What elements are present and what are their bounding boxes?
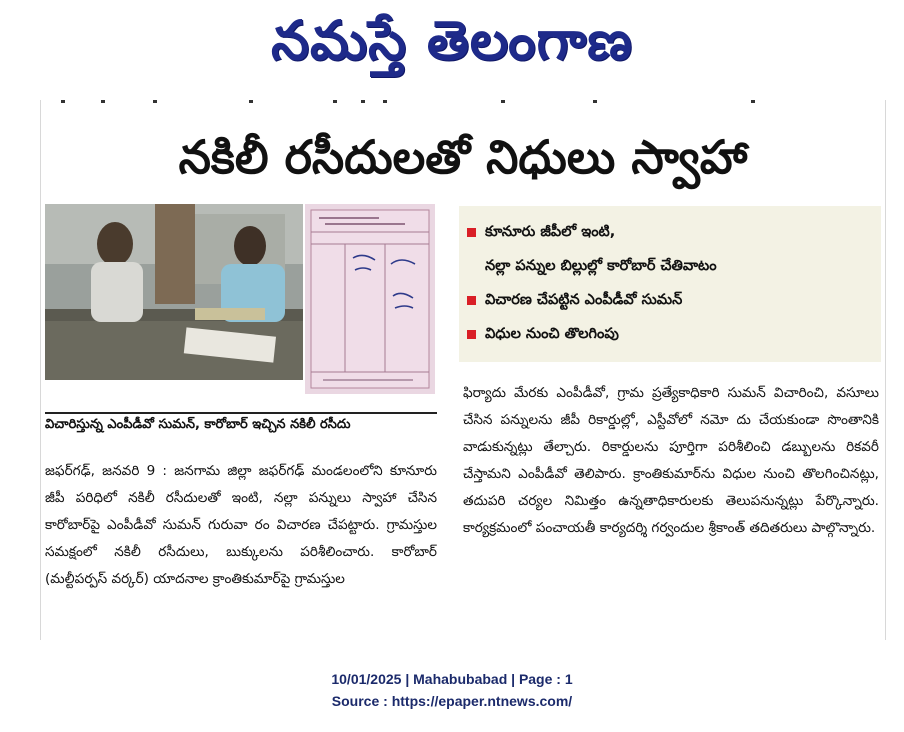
highlight-item: విచారణ చేపట్టిన ఎంపీడీవో సుమన్: [467, 288, 682, 312]
bullet-icon: [467, 228, 476, 237]
clip-top-marks: [61, 100, 861, 106]
footer-date-edition: 10/01/2025 | Mahabubabad | Page : 1: [331, 671, 573, 687]
news-clipping: [40, 100, 886, 640]
highlight-item: విధుల నుంచి తొలగింపు: [467, 322, 619, 346]
source-footer: [0, 668, 904, 712]
article-body-right: ఫిర్యాదు మేరకు ఎంపీడీవో, గ్రామ ప్రత్యేకాధికారి సుమన్ విచారించి, వసూలు చేసిన పన్నులను జీపీ రికార్డుల్లో, ఎస్టీవోలో నమో దు చేయకుండా సొంతానికి వాడుకున్నట్లు తేల్చారు. రికార్డులను పూర్తిగా పరిశీలించి డబ్బులను రికవరీ చేస్తామని ఎంపీడీవో తెలిపారు. క్రాంతికుమార్‌ను విధుల నుంచి తొలగించినట్లు, తదుపరి చర్యల నిమిత్తం ఉన్నతాధికారులకు తెలుపనున్నట్లు పేర్కొన్నారు. కార్యక్రమంలో పంచాయతీ కార్యదర్శి గర్వందుల శ్రీకాంత్ తదితరులు పాల్గొన్నారు.: [463, 385, 879, 536]
highlight-item: నల్లా పన్నుల బిల్లుల్లో కారోబార్ చేతివాటం: [485, 258, 717, 274]
bullet-icon: [467, 330, 476, 339]
photo-fake-receipt: [305, 204, 435, 394]
article-body-left: జఫర్‌గఢ్, జనవరి 9 : జనగామ జిల్లా జఫర్‌గఢ్ మండలంలోని కూనూరు జీపీ పరిధిలో నకిలీ రసీదులతో ఇంటి, నల్లా పన్నులు స్వాహా చేసిన కారోబార్‌పై ఎంపీడీవో సుమన్ గురువా రం విచారణ చేపట్టారు. గ్రామస్తుల సమక్షంలో నకిలీ రసీదులు, బుక్కులను పరిశీలించారు. కారోబార్ (మల్టీపర్పస్ వర్కర్) యాదనాల క్రాంతికుమార్‌పై గ్రామస్తుల: [45, 463, 437, 587]
highlight-box: [459, 206, 881, 362]
article-headline: నకిలీ రసీదులతో నిధులు స్వాహా: [178, 130, 748, 184]
masthead-title: నమస్తే తెలంగాణ: [271, 9, 633, 72]
photo-caption: విచారిస్తున్న ఎంపీడీవో సుమన్, కారోబార్ ఇచ్చిన నకిలీ రసీదు: [45, 412, 437, 436]
footer-source-link: Source : https://epaper.ntnews.com/: [331, 693, 573, 709]
bullet-icon: [467, 296, 476, 305]
highlight-item: కూనూరు జీపీలో ఇంటి,: [467, 220, 615, 244]
photo-official-inquiry: [45, 204, 303, 380]
